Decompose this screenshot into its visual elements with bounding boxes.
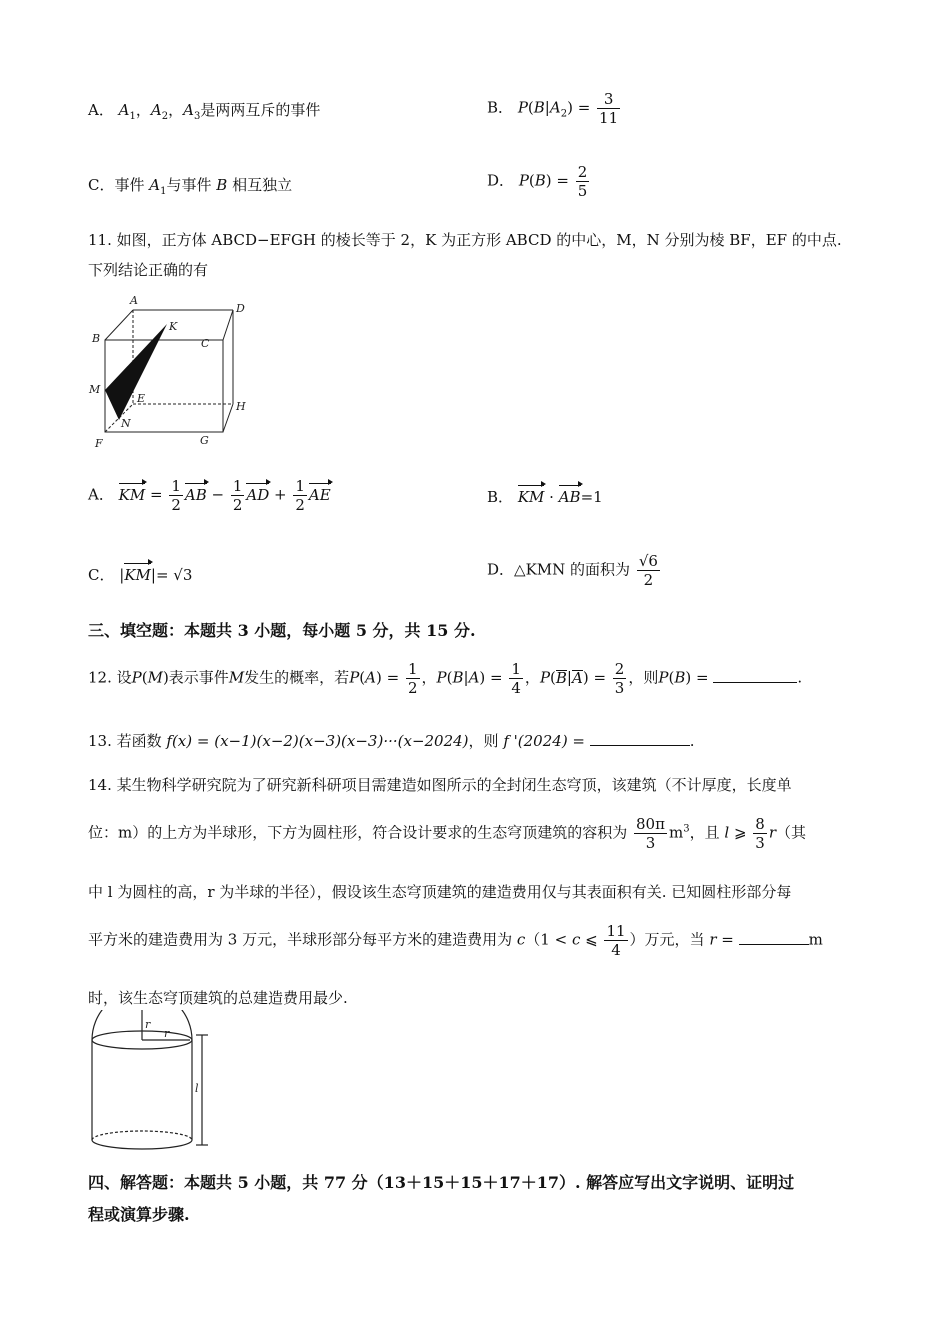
section4-heading-line1: 四、解答题：本题共 5 小题，共 77 分（13＋15＋15＋17＋17）. 解答应写出文字说明、证明过 <box>88 1173 795 1192</box>
section4-heading-line2: 程或演算步骤. <box>88 1205 190 1224</box>
label-n: N <box>121 417 131 430</box>
section3-heading: 三、填空题：本题共 3 小题，每小题 5 分，共 15 分. <box>88 621 476 640</box>
label-d: D <box>236 302 245 315</box>
fig-l: l <box>195 1082 199 1095</box>
q14-line4: 平方米的建造费用为 3 万元，半球形部分每平方米的建造费用为 c（1 < c ⩽ $\frac{11}{4}$ ）万元，当 r = m <box>88 922 823 959</box>
q14-line2: 位：m）的上方为半球形，下方为圆柱形，符合设计要求的生态穹顶建筑的容积为 $\frac{80\pi}{3}$ $m^3$，且 l ⩾ $\frac{8}{3}$ r（其 <box>88 815 807 852</box>
q12-line: 12. 设P(M)表示事件M发生的概率，若P(A) = $\frac{1}{2}$ ，P(B|A) = $\frac{1}{4}$ ，P(B|A) = $\frac{2}{3}$ ，则P(B) = . <box>88 660 803 697</box>
label-f: F <box>95 437 103 450</box>
label-e: E <box>137 392 146 405</box>
label-b: B <box>92 332 101 345</box>
label-k: K <box>169 320 178 333</box>
q11-option-c: C． |KM|= √3 <box>88 566 193 584</box>
q10-option-c: C．事件 $A_1$与事件 B 相互独立 <box>88 176 293 197</box>
q11-option-a: A． KM = $\frac{1}{2}$ AB − $\frac{1}{2}$ AD + $\frac{1}{2}$ AE <box>88 477 331 514</box>
label-c: C <box>201 337 210 350</box>
dome-figure <box>84 1010 214 1160</box>
q10-option-d: D． P(B) = $\frac{2}{5}$ <box>487 163 588 200</box>
q11-option-b: B． KM · AB=1 <box>487 488 603 506</box>
label-g: G <box>200 434 209 447</box>
cube-figure <box>85 292 260 452</box>
q10-option-b: B． $P(B|A_2)$ = $\frac{3}{11}$ <box>487 90 619 127</box>
q14-line3: 中 l 为圆柱的高，r 为半球的半径），假设该生态穹顶建筑的建造费用仅与其表面积有关. 已知圆柱形部分每 <box>88 883 792 901</box>
q11-stem-line1: 11. 如图，正方体 ABCD−EFGH 的棱长等于 2，K 为正方形 ABCD 的中心，M，N 分别为棱 BF，EF 的中点. <box>88 231 842 249</box>
q10-option-a: A． $A_1$，$A_2$，$A_3$是两两互斥的事件 <box>88 101 321 122</box>
label-m: M <box>89 383 101 396</box>
q11-option-d: D．△KMN 的面积为 $\frac{√6}{2}$ <box>487 552 658 589</box>
fig-r-horizontal: r <box>164 1027 170 1040</box>
label-h: H <box>236 400 246 413</box>
q14-line1: 14. 某生物科学研究院为了研究新科研项目需建造如图所示的全封闭生态穹顶，该建筑（不计厚度，长度单 <box>88 776 792 794</box>
q12-answer-blank[interactable] <box>713 668 797 683</box>
q14-answer-blank[interactable] <box>739 930 809 945</box>
q14-line5: 时，该生态穹顶建筑的总建造费用最少. <box>88 989 348 1007</box>
label-a: A <box>130 294 138 307</box>
q11-stem-line2: 下列结论正确的有 <box>88 261 209 279</box>
fig-r-vertical: r <box>145 1018 151 1031</box>
q13-answer-blank[interactable] <box>590 731 690 746</box>
q13-line: 13. 若函数 f(x) = (x−1)(x−2)(x−3)(x−3)···(x−2024)，则 f '(2024) = . <box>88 732 695 750</box>
